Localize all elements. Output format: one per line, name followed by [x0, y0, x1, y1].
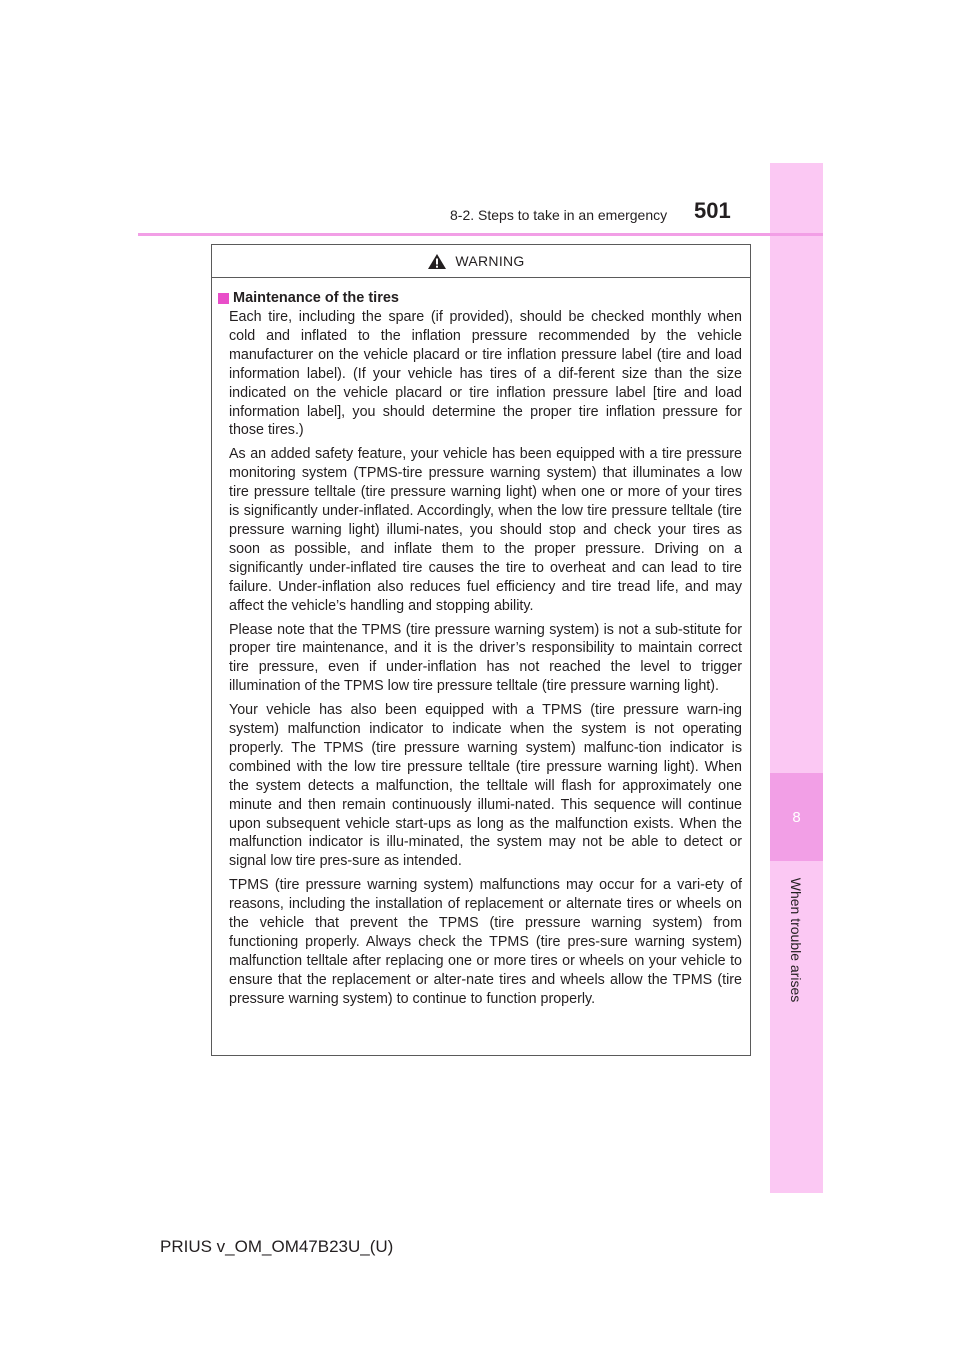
paragraph: TPMS (tire pressure warning system) malfunctions may occur for a vari-ety of reasons, including the installation of replacement or alternate tires or wheels on the vehicle that prevent the TPMS (tire pressure warning system) from functioning properly. Always check the TPMS (tire pres-sure warning system) malfunction telltale after replacing one or more tires or wheels on your vehicle to ensure that the replacement or alter-nate tires and wheels allow the TPMS (tire pressure warning system) to continue to function properly.: [229, 877, 742, 1007]
chapter-label: When trouble arises: [788, 877, 804, 1003]
square-bullet-icon: [218, 293, 229, 304]
paragraph: Your vehicle has also been equipped with a TPMS (tire pressure warn-ing system) malfunction indicator to indicate when the system is not operating properly. The TPMS (tire pressure warning system) malfunc-tion indicator is combined with the low tire pressure telltale (tire pressure warning light). When the system detects a malfunction, the telltale will flash for approximately one minute and then remain continuously illumi-nated. This sequence will continue upon subsequent vehicle start-ups as long as the malfunction exists. When the malfunction indicator is illu-minated, the system may not be able to detect or signal low tire pres-sure as intended.: [229, 702, 742, 870]
paragraph: As an added safety feature, your vehicle has been equipped with a tire pressure monitoring system (TPMS-tire pressure warning system) that illuminates a low tire pressure telltale (tire pressure warning light) when one or more of your tires is significantly under-inflated. Accordingly, when the low tire pressure telltale (tire pressure warning light) illumi-nates, you should stop and check your tires as soon as possible, and inflate them to the proper pressure. Driving on a significantly under-inflated tire causes the tire to overheat and can lead to tire failure. Under-inflation also reduces fuel efficiency and tire tread life, and may affect the vehicle’s handling and stopping ability.: [229, 446, 742, 614]
warning-triangle-icon: [427, 253, 447, 270]
chapter-side-tab: [770, 163, 823, 1193]
item-title: [218, 289, 742, 308]
warning-body: [212, 278, 750, 1009]
paragraph: Each tire, including the spare (if provided), should be checked monthly when cold and inflated to the inflation pressure recommended by the vehicle manufacturer on the vehicle placard or tire inflation pressure label (tire and load information label). (If your vehicle has tires of a dif-ferent size than the size indicated on the vehicle placard or tire inflation pressure label [tire and load information label], you should determine the proper tire inflation pressure for those tires.): [229, 309, 742, 439]
manual-code: PRIUS v_OM_OM47B23U_(U): [160, 1237, 394, 1256]
chapter-number: 8: [770, 773, 823, 861]
header-divider: [138, 233, 823, 236]
warning-label: WARNING: [455, 253, 525, 269]
warning-box: [211, 244, 751, 1056]
page-number: 501: [694, 198, 731, 223]
section-title: 8-2. Steps to take in an emergency: [450, 207, 668, 223]
item-title-text: Maintenance of the tires: [233, 290, 399, 306]
paragraph: Please note that the TPMS (tire pressure warning system) is not a sub-stitute for proper tire maintenance, and it is the driver’s responsibility to maintain correct tire pressure, even if under-inflation has not reached the level to trigger illumination of the TPMS low tire pressure telltale (tire pressure warning light).: [229, 621, 742, 695]
warning-header: [212, 245, 750, 278]
